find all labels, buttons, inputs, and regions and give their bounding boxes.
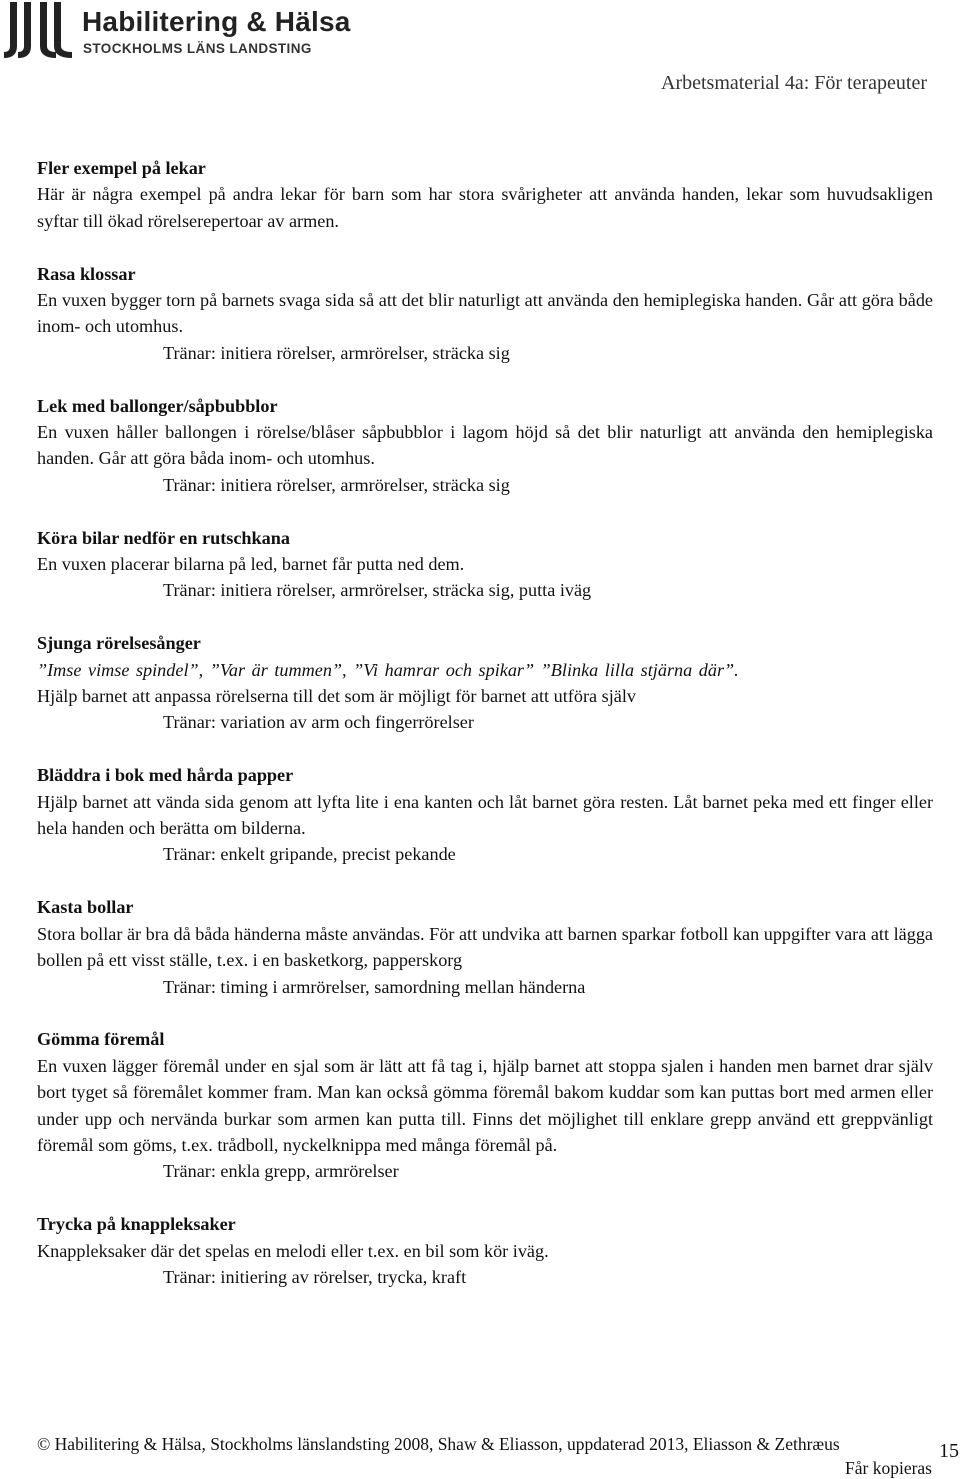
- section-kasta-bollar: [37, 894, 933, 1000]
- section-sjunga: [37, 630, 933, 736]
- page-number: 15: [939, 1440, 959, 1462]
- section-text: En vuxen bygger torn på barnets svaga sida så att det blir naturligt att använda den hemiplegiska handen. Går att göra både inom- och utomhus.: [37, 290, 933, 337]
- logo-mark-icon: [4, 2, 76, 60]
- section-heading: Sjunga rörelsesånger: [37, 633, 201, 654]
- training-goal: Tränar: initiera rörelser, armrörelser, sträcka sig: [163, 474, 510, 495]
- section-bladdra: [37, 762, 933, 868]
- section-text: En vuxen håller ballongen i rörelse/blåser såpbubblor i lagom höjd så det blir naturligt att använda den hemiplegiska handen. Går att göra båda inom- och utomhus.: [37, 422, 933, 469]
- page-title: Fler exempel på lekar: [37, 158, 206, 178]
- section-rasa-klossar: [37, 261, 933, 367]
- organization-subtitle: STOCKHOLMS LÄNS LANDSTING: [83, 41, 312, 56]
- organization-logo: [4, 2, 384, 62]
- section-text: Knappleksaker där det spelas en melodi eller t.ex. en bil som kör iväg.: [37, 1240, 549, 1261]
- document-label: Arbetsmaterial 4a: För terapeuter: [661, 72, 927, 94]
- section-gomma: [37, 1026, 933, 1184]
- document-body: [37, 155, 933, 1317]
- section-ballonger: [37, 393, 933, 499]
- footer-copy-note: Får kopieras: [845, 1458, 932, 1478]
- section-kora-bilar: [37, 525, 933, 604]
- section-heading: Kasta bollar: [37, 897, 134, 918]
- song-list: ”Imse vimse spindel”, ”Var är tummen”, ”Vi hamrar och spikar” ”Blinka lilla stjärna där”.: [37, 659, 739, 680]
- training-goal: Tränar: enkelt gripande, precist pekande: [163, 844, 456, 865]
- section-text: Hjälp barnet att anpassa rörelserna till det som är möjligt för barnet att utföra själv: [37, 686, 636, 707]
- section-text: Hjälp barnet att vända sida genom att lyfta lite i ena kanten och låt barnet göra resten. Låt barnet peka med ett finger eller hela handen och berätta om bilderna.: [37, 791, 933, 839]
- section-heading: Bläddra i bok med hårda papper: [37, 765, 294, 786]
- organization-name: Habilitering & Hälsa: [82, 6, 351, 37]
- training-goal: Tränar: initiering av rörelser, trycka, kraft: [163, 1266, 467, 1287]
- training-goal: Tränar: initiera rörelser, armrörelser, sträcka sig, putta iväg: [163, 580, 592, 601]
- section-heading: Trycka på knappleksaker: [37, 1214, 236, 1235]
- footer-copyright: © Habilitering & Hälsa, Stockholms länslandsting 2008, Shaw & Eliasson, uppdaterad 2013, Eliasson & Zethræus: [37, 1434, 840, 1454]
- training-goal: Tränar: enkla grepp, armrörelser: [163, 1161, 399, 1182]
- section-heading: Rasa klossar: [37, 263, 136, 284]
- training-goal: Tränar: timing i armrörelser, samordning mellan händerna: [163, 976, 586, 997]
- intro-text: Här är några exempel på andra lekar för barn som har stora svårigheter att använda handen, lekar som huvudsakligen syftar till ökad rörelserepertoar av armen.: [37, 184, 933, 231]
- training-goal: Tränar: variation av arm och fingerrörelser: [163, 712, 474, 733]
- section-text: Stora bollar är bra då båda händerna måste användas. För att undvika att barnen sparkar fotboll kan uppgifter vara att lägga bollen på ett visst ställe, t.ex. i en basketkorg, papperskorg: [37, 923, 933, 971]
- section-text: En vuxen lägger föremål under en sjal som är lätt att få tag i, hjälp barnet att stoppa sjalen i handen men barnet drar själv bort tyget så föremålet kommer fram. Man kan också gömma föremål bakom kuddar som kan puttas bort med armen eller under upp och nervända burkar som armen kan putta till. Finns det möjlighet till enklare grepp använd ett greppvänligt föremål som göms, t.ex. trådboll, nyckelknippa med många föremål på.: [37, 1055, 933, 1155]
- section-heading: Köra bilar nedför en rutschkana: [37, 527, 290, 548]
- intro-section: [37, 155, 933, 234]
- section-trycka: [37, 1211, 933, 1290]
- training-goal: Tränar: initiera rörelser, armrörelser, sträcka sig: [163, 342, 510, 363]
- section-heading: Gömma föremål: [37, 1029, 165, 1050]
- section-text: En vuxen placerar bilarna på led, barnet får putta ned dem.: [37, 554, 465, 575]
- section-heading: Lek med ballonger/såpbubblor: [37, 395, 278, 416]
